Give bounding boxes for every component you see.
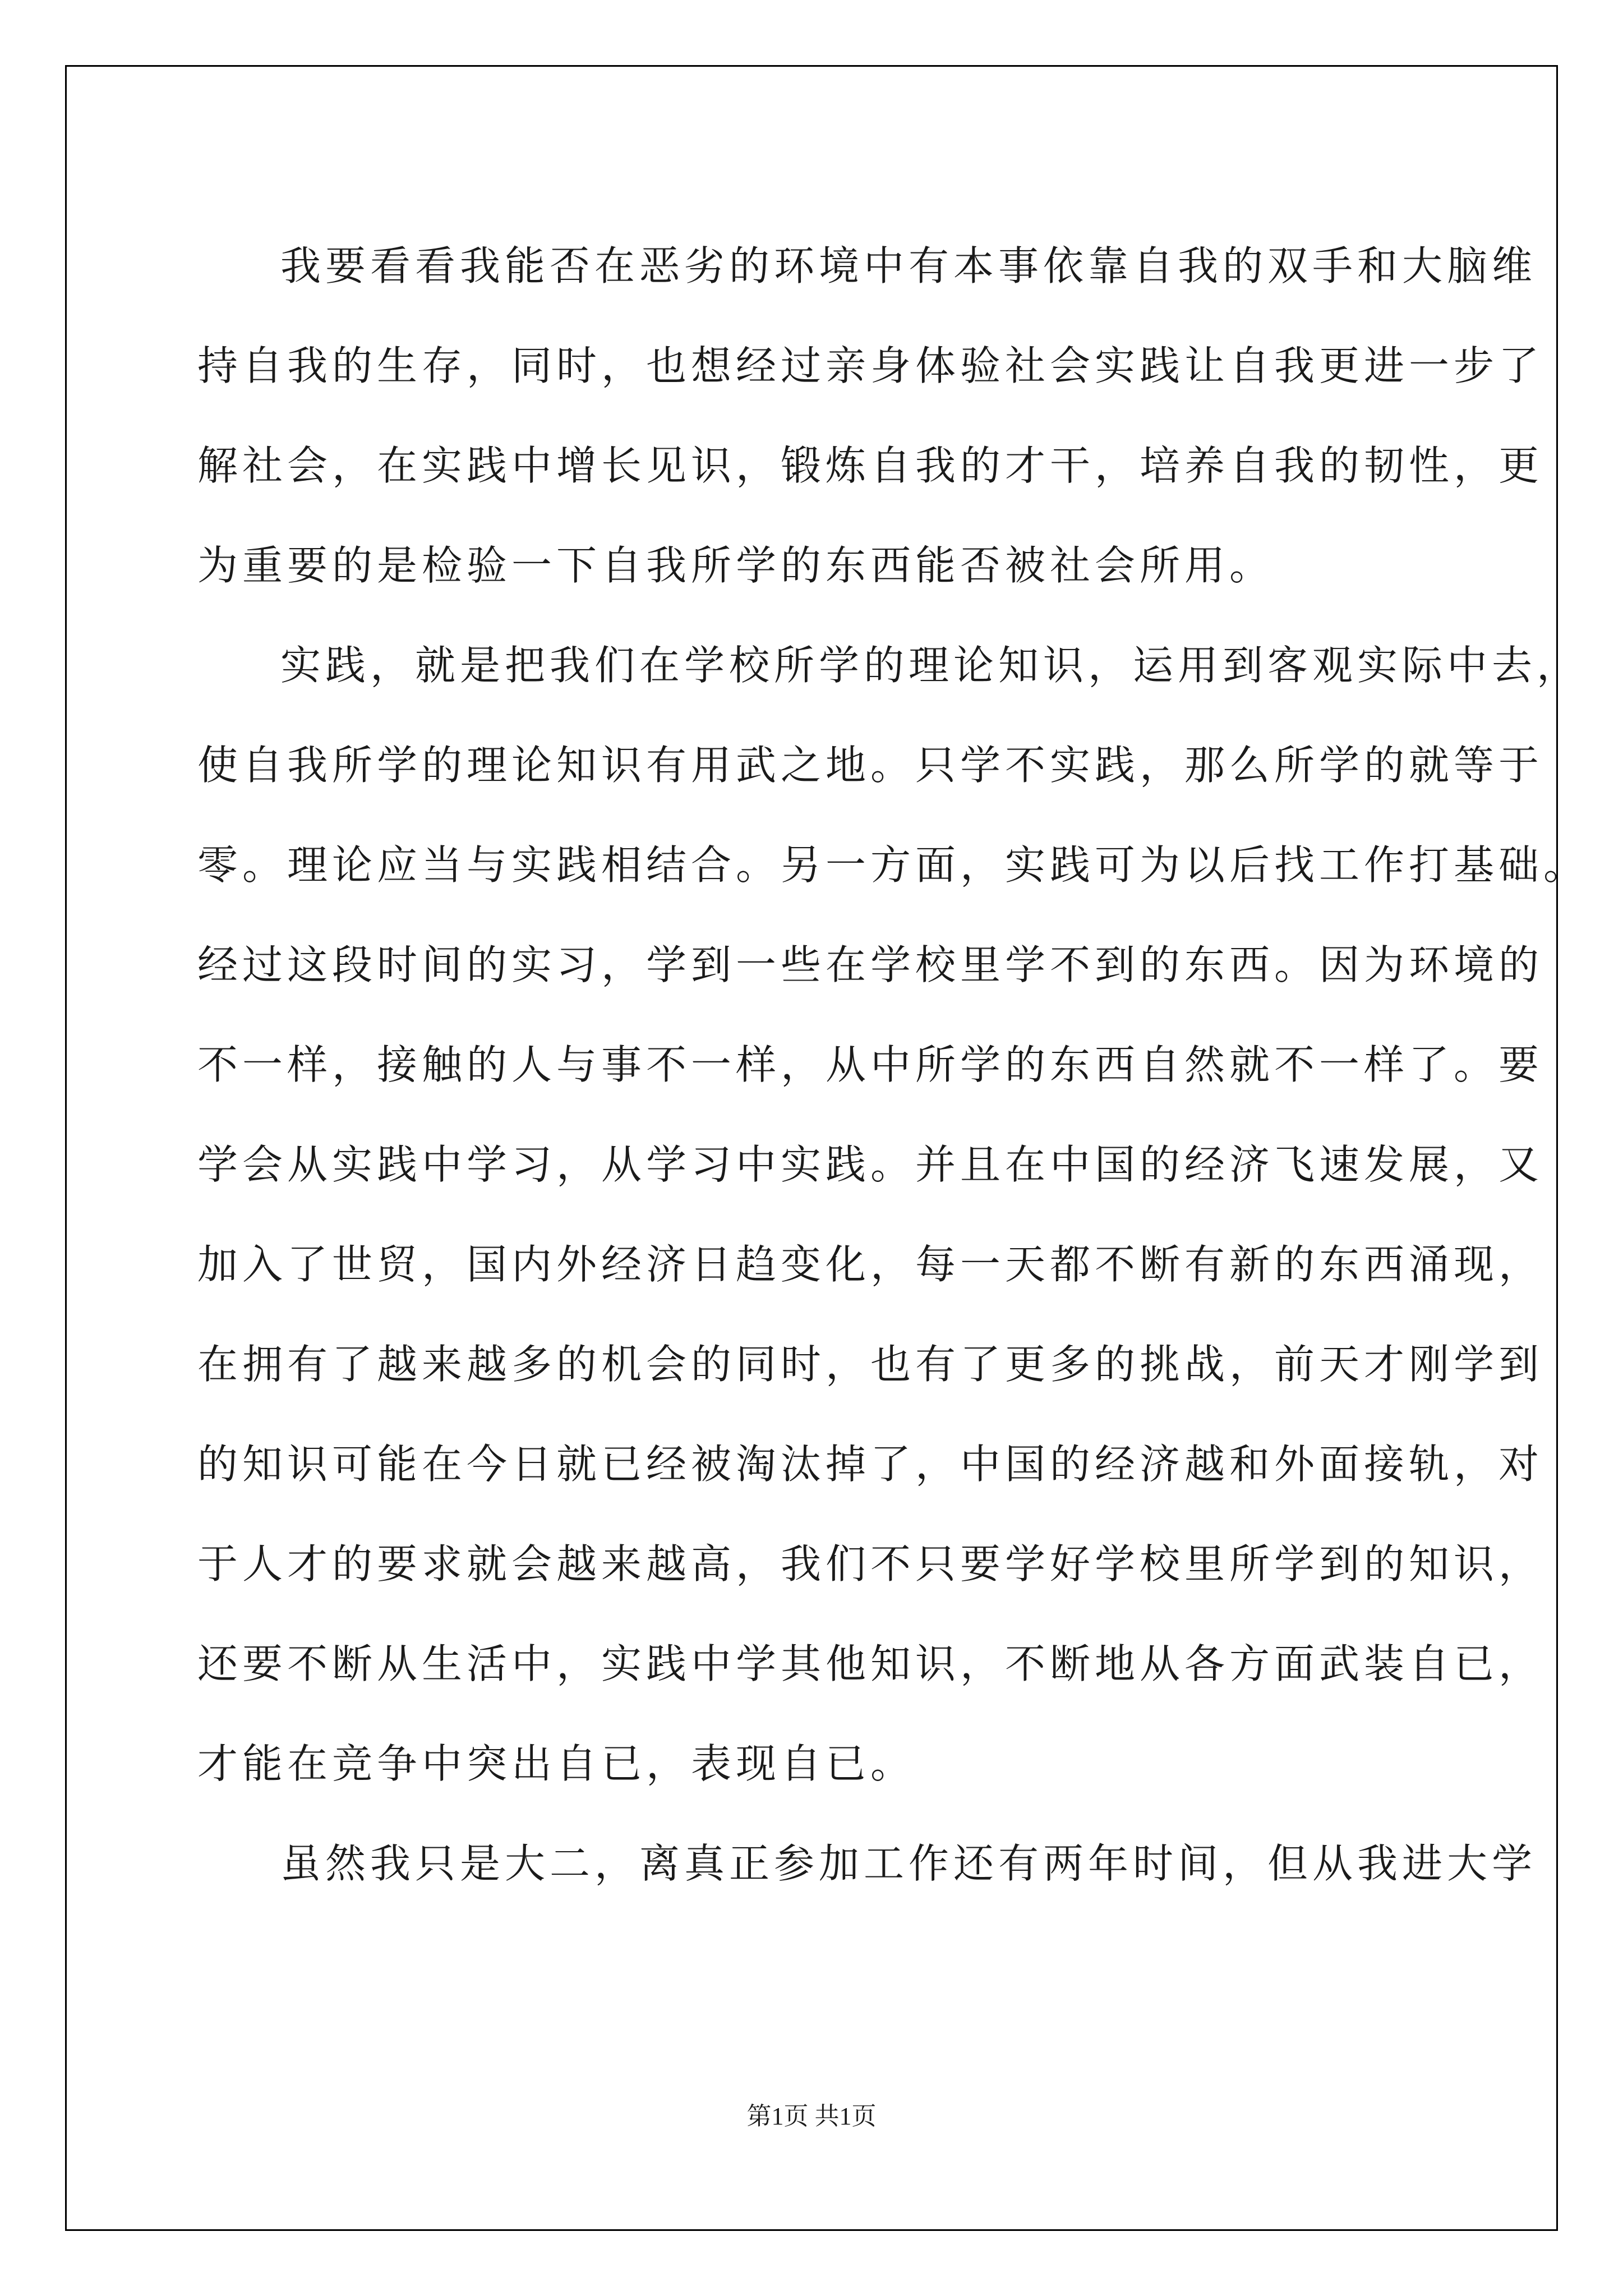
page-number-footer: 第1页 共1页 xyxy=(746,2102,877,2130)
text-line: 不一样，接触的人与事不一样，从中所学的东西自然就不一样了。要 xyxy=(197,1041,1544,1088)
text-line: 才能在竞争中突出自已，表现自已。 xyxy=(197,1740,916,1787)
document-body xyxy=(197,216,1589,1913)
text-line: 为重要的是检验一下自我所学的东西能否被社会所用。 xyxy=(197,542,1275,589)
text-line: 的知识可能在今日就已经被淘汰掉了，中国的经济越和外面接轨，对 xyxy=(197,1441,1544,1488)
text-line: 我要看看我能否在恶劣的环境中有本事依靠自我的双手和大脑维 xyxy=(280,242,1537,289)
text-line: 在拥有了越来越多的机会的同时，也有了更多的挑战，前天才刚学到 xyxy=(197,1341,1544,1388)
text-line: 虽然我只是大二，离真正参加工作还有两年时间，但从我进大学 xyxy=(280,1840,1537,1887)
text-line: 加入了世贸，国内外经济日趋变化，每一天都不断有新的东西涌现， xyxy=(197,1241,1544,1288)
text-line: 解社会，在实践中增长见识，锻炼自我的才干，培养自我的韧性，更 xyxy=(197,442,1544,489)
text-line: 实践，就是把我们在学校所学的理论知识，运用到客观实际中去， xyxy=(280,642,1582,689)
text-line: 持自我的生存，同时，也想经过亲身体验社会实践让自我更进一步了 xyxy=(197,342,1544,389)
text-line: 于人才的要求就会越来越高，我们不只要学好学校里所学到的知识， xyxy=(197,1540,1544,1588)
text-line: 学会从实践中学习，从学习中实践。并且在中国的经济飞速发展，又 xyxy=(197,1141,1544,1188)
text-line: 使自我所学的理论知识有用武之地。只学不实践，那么所学的就等于 xyxy=(197,742,1544,789)
text-line: 零。理论应当与实践相结合。另一方面，实践可为以后找工作打基础。 xyxy=(197,841,1589,889)
text-line: 还要不断从生活中，实践中学其他知识，不断地从各方面武装自已， xyxy=(197,1640,1544,1687)
text-line: 经过这段时间的实习，学到一些在学校里学不到的东西。因为环境的 xyxy=(197,941,1544,988)
